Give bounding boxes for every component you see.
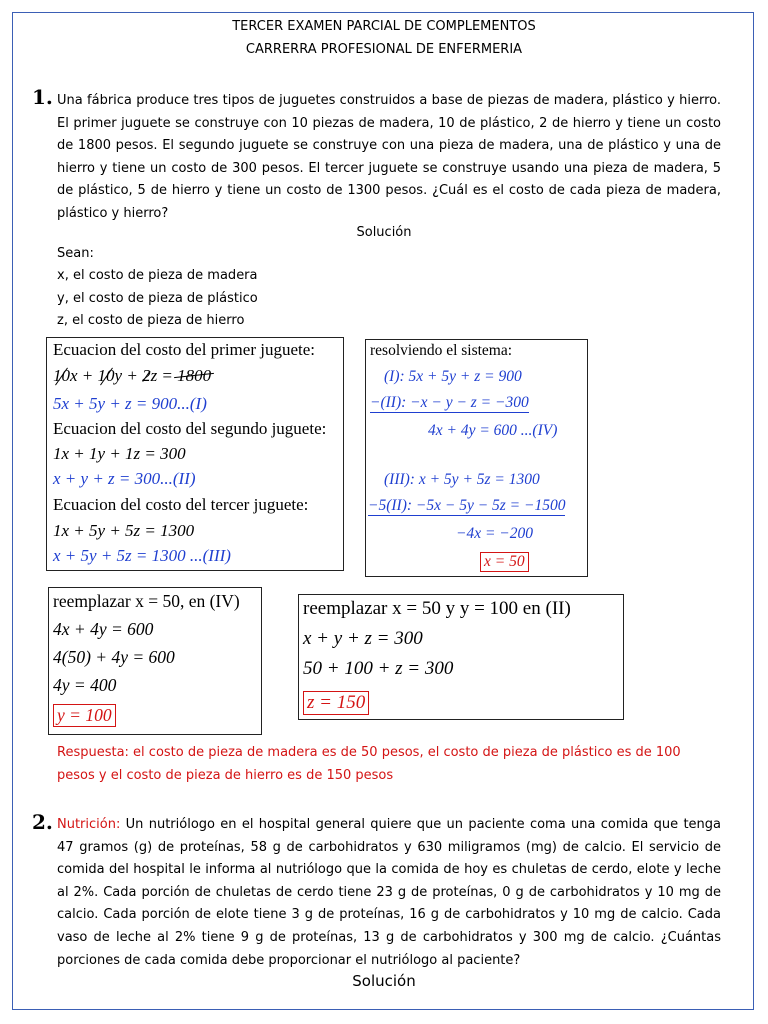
- let-intro: Sean:: [57, 246, 94, 261]
- eq1-coef-z: 2: [142, 366, 151, 385]
- exam-title: TERCER EXAMEN PARCIAL DE COMPLEMENTOS: [232, 19, 536, 34]
- exam-subtitle: CARRERRA PROFESIONAL DE ENFERMERIA: [245, 42, 523, 57]
- eq1-coef-x: 10: [53, 366, 70, 385]
- problem-1-solution-title: Solución: [356, 225, 412, 240]
- y-step-4: 4y = 400: [53, 675, 117, 695]
- y-substitution-box: [48, 587, 262, 735]
- equations-box: [46, 337, 344, 571]
- z-step-3: 50 + 100 + z = 300: [303, 658, 454, 679]
- system-title: resolviendo el sistema:: [370, 342, 513, 359]
- eq2-title: Ecuacion del costo del segundo juguete:: [53, 419, 327, 438]
- z-step-2: x + y + z = 300: [303, 628, 423, 649]
- eq1-simplified: 5x + 5y + z = 900...(I): [53, 394, 207, 413]
- z-substitution-box: [298, 594, 624, 720]
- eq1-coef-y: 10: [97, 366, 115, 385]
- problem-2-number: 2.: [32, 810, 53, 834]
- problem-2-topic: Nutrición:: [57, 817, 121, 832]
- z-step-1: reemplazar x = 50 y y = 100 en (II): [303, 598, 571, 619]
- problem-1-statement: Una fábrica produce tres tipos de juguetes construidos a base de piezas de madera, plástico y hierro. El primer juguete se construye con 10 piezas de madera, 10 de plástico, 2 de hierro y tiene un costo de 1800 pesos. El segundo juguete se construye con una pieza de madera, una de plástico y una de hierro y tiene un costo de 300 pesos. El tercer juguete se construye usando una pieza de madera, 5 de plástico, 5 de hierro y tiene un costo de 1300 pesos. ¿Cuál es el costo de cada pieza de madera, plástico y hierro?: [57, 93, 721, 221]
- system-row-1: (I): 5x + 5y + z = 900: [384, 368, 522, 385]
- var-z: z, el costo de pieza de hierro: [57, 313, 245, 328]
- problem-1-answer: Respuesta: el costo de pieza de madera es de 50 pesos, el costo de pieza de plástico es de 100 pesos y el costo de pieza de hierro es de 150 pesos: [57, 745, 681, 783]
- problem-2-solution-title: Solución: [352, 972, 416, 990]
- y-step-2: 4x + 4y = 600: [53, 619, 154, 639]
- system-row-4: (III): x + 5y + 5z = 1300: [384, 471, 540, 488]
- var-y: y, el costo de pieza de plástico: [57, 291, 258, 306]
- eq2-simplified: x + y + z = 300...(II): [53, 469, 196, 488]
- system-row-3: 4x + 4y = 600 ...(IV): [428, 422, 558, 439]
- system-row-2: −(II): −x − y − z = −300: [370, 394, 529, 411]
- problem-2-statement: Nutrición: Un nutriólogo en el hospital general quiere que un paciente coma una comida que tenga 47 gramos (g) de proteínas, 58 g de carbohidratos y 630 miligramos (mg) de calcio. El servicio de comida del hospital le informa al nutriólogo que la comida de hoy es chuletas de cerdo, elote y leche al 2%. Cada porción de chuletas de cerdo tiene 23 g de proteínas, 0 g de carbohidratos y 10 mg de calcio. Cada porción de elote tiene 3 g de proteínas, 16 g de carbohidratos y 10 mg de calcio. Cada vaso de leche al 2% tiene 9 g de proteínas, 13 g de carbohidratos y 300 mg de calcio. ¿Cuántas porciones de cada comida debe proporcionar el nutriólogo al paciente?: [57, 817, 721, 968]
- eq2-original: 1x + 1y + 1z = 300: [53, 444, 186, 463]
- x-result: x = 50: [480, 552, 529, 572]
- eq3-simplified: x + 5y + 5z = 1300 ...(III): [53, 546, 231, 565]
- eq1-original: 10x + 10y + 2z = 1800: [53, 366, 212, 385]
- problem-1-number: 1.: [32, 85, 53, 109]
- system-row-5: −5(II): −5x − 5y − 5z = −1500: [368, 497, 566, 514]
- system-box: [365, 339, 588, 577]
- y-step-3: 4(50) + 4y = 600: [53, 647, 175, 667]
- y-result: y = 100: [53, 704, 116, 727]
- eq3-title: Ecuacion del costo del tercer juguete:: [53, 495, 309, 514]
- system-row-6: −4x = −200: [456, 525, 534, 542]
- eq1-constant: 1800: [177, 366, 212, 385]
- y-step-1: reemplazar x = 50, en (IV): [53, 591, 240, 611]
- eq3-original: 1x + 5y + 5z = 1300: [53, 521, 195, 540]
- var-x: x, el costo de pieza de madera: [57, 268, 258, 283]
- z-result: z = 150: [303, 691, 369, 715]
- eq1-title: Ecuacion del costo del primer juguete:: [53, 340, 315, 359]
